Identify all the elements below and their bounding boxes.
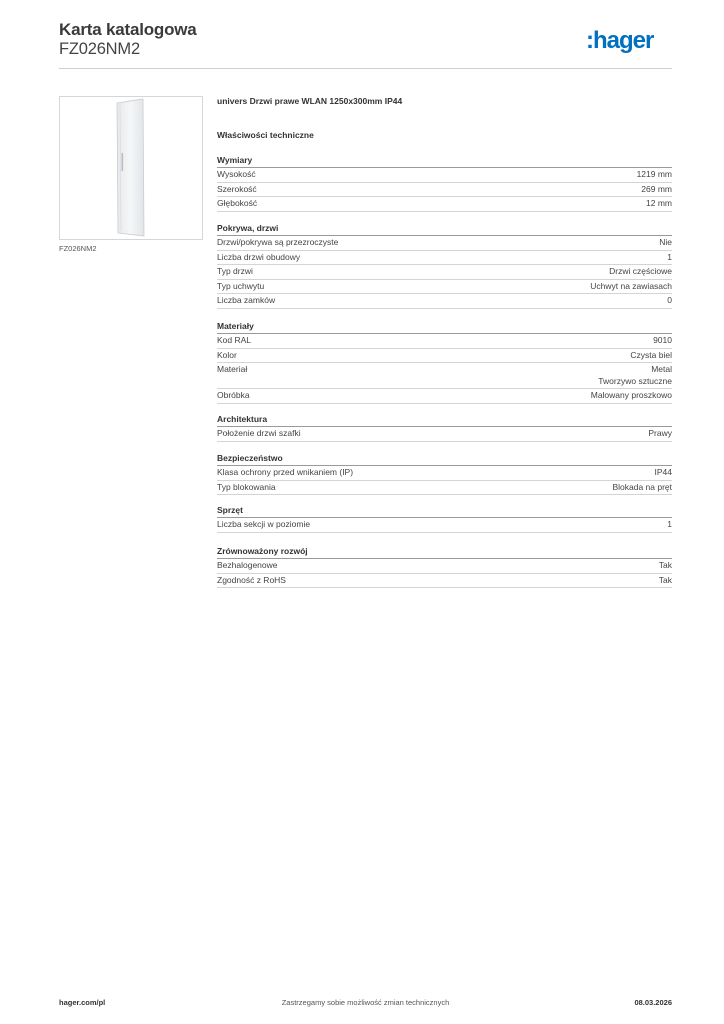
product-name: univers Drzwi prawe WLAN 1250x300mm IP44 [217,96,403,106]
page-footer [59,998,672,1010]
row-value: Uchwyt na zawiasach [590,280,672,291]
table-row [217,574,672,589]
row-value: Tak [658,560,672,570]
row-label: Bezhalogenowe [217,560,278,570]
section-title: Wymiary [217,154,672,168]
row-value: Tak [658,574,672,585]
table-row [217,168,672,183]
door-panel-image [60,97,202,239]
row-label: Zgodność z RoHS [217,574,286,585]
row-value: 1 [667,251,672,262]
row-value: 0 [667,295,672,305]
row-value: 9010 [653,335,672,345]
row-value: Prawy [648,428,672,438]
row-value: Metal Tworzywo sztuczne [598,364,672,386]
table-row [217,236,672,251]
table-row [217,280,672,295]
table-row [217,183,672,198]
table-row [217,481,672,496]
table-row [217,466,672,481]
section-title: Materiały [217,320,672,334]
section-title: Zrównoważony rozwój [217,545,672,559]
row-label: Kod RAL [217,335,252,345]
row-label: Liczba drzwi obudowy [217,251,301,262]
table-row [217,349,672,364]
table-row [217,334,672,349]
table-row [217,559,672,574]
row-value: 12 mm [646,198,672,208]
row-value: Blokada na pręt [612,481,672,492]
footer-disclaimer: Zastrzegamy sobie możliwość zmian technicznych [281,998,450,1007]
row-label: Położenie drzwi szafki [217,428,301,438]
table-row [217,294,672,309]
image-caption: FZ026NM2 [59,244,97,253]
row-label: Liczba sekcji w poziomie [217,519,311,529]
table-row [217,389,672,404]
table-row [217,363,672,389]
section-title: Sprzęt [217,504,672,518]
row-value: Nie [659,237,672,247]
row-label: Obróbka [217,390,250,400]
row-value: 1219 mm [636,169,672,179]
product-image [59,96,203,240]
footer-date: 08.03.2026 [634,998,672,1007]
section-cover-door [217,222,672,309]
section-title: Pokrywa, drzwi [217,222,672,236]
table-row [217,251,672,266]
row-value: 269 mm [641,183,672,194]
row-label: Typ drzwi [217,266,253,276]
row-label: Wysokość [217,169,256,179]
row-label: Drzwi/pokrywa są przezroczyste [217,237,339,247]
section-safety [217,452,672,495]
table-row [217,518,672,533]
section-architecture [217,413,672,442]
table-row [217,427,672,442]
section-dimensions [217,154,672,212]
section-title: Bezpieczeństwo [217,452,672,466]
table-row [217,265,672,280]
row-label: Klasa ochrony przed wnikaniem (IP) [217,467,354,477]
row-value: Drzwi częściowe [609,266,672,276]
row-label: Głębokość [217,198,258,208]
row-label: Materiał [217,364,248,374]
row-label: Typ blokowania [217,481,276,492]
technical-properties-heading: Właściwości techniczne [217,130,314,140]
section-title: Architektura [217,413,672,427]
header-divider [59,68,672,69]
hager-logo-text: :hager [586,29,654,54]
row-value: Czysta biel [630,349,672,360]
row-label: Kolor [217,349,237,360]
row-value: IP44 [654,467,672,477]
row-label: Szerokość [217,183,257,194]
footer-website-link[interactable]: hager.com/pl [59,998,106,1007]
page-header [59,20,672,68]
row-label: Typ uchwytu [217,280,265,291]
row-value: 1 [667,519,672,529]
row-value: Malowany proszkowo [590,390,672,400]
section-materials [217,320,672,404]
page-title: Karta katalogowa [59,20,197,39]
section-hardware [217,504,672,533]
table-row [217,197,672,212]
hager-logo [586,29,672,55]
row-label: Liczba zamków [217,295,276,305]
product-code: FZ026NM2 [59,40,140,58]
section-sustainability [217,545,672,588]
